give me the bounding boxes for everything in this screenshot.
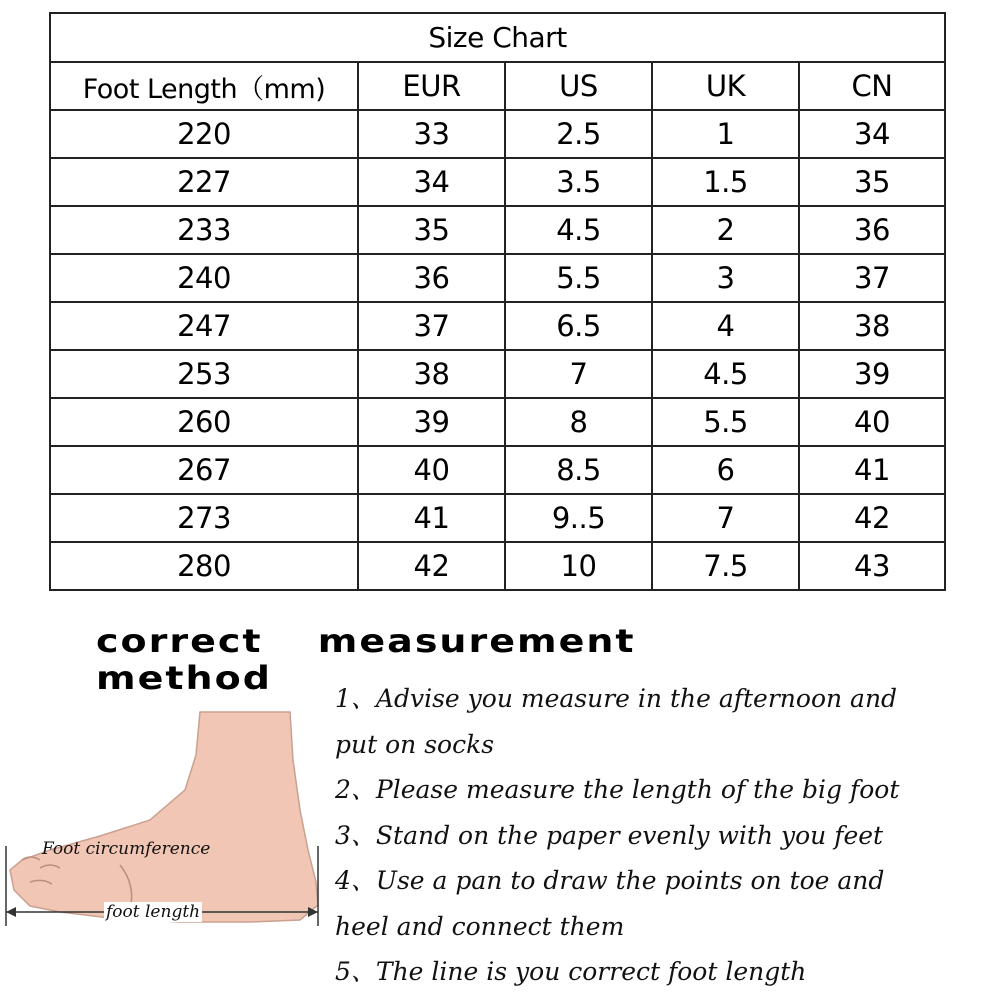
- foot-shape: [10, 712, 318, 922]
- cell-uk: 4: [652, 302, 799, 350]
- cell-uk: 3: [652, 254, 799, 302]
- cell-us: 7: [505, 350, 652, 398]
- cell-us: 5.5: [505, 254, 652, 302]
- cell-cn: 35: [799, 158, 945, 206]
- cell-us: 3.5: [505, 158, 652, 206]
- cell-foot-length: 267: [50, 446, 358, 494]
- cell-foot-length: 260: [50, 398, 358, 446]
- cell-foot-length: 233: [50, 206, 358, 254]
- cell-cn: 42: [799, 494, 945, 542]
- cell-foot-length: 273: [50, 494, 358, 542]
- cell-cn: 40: [799, 398, 945, 446]
- instruction-line: 4、Use a pan to draw the points on toe and: [335, 866, 885, 895]
- cell-us: 4.5: [505, 206, 652, 254]
- instruction-line: 3、Stand on the paper evenly with you feet: [335, 820, 884, 850]
- arrow-left-icon: [6, 907, 16, 917]
- column-header-eur: EUR: [358, 62, 505, 110]
- cell-foot-length: 280: [50, 542, 358, 590]
- instruction-line: heel and connect them: [335, 911, 625, 941]
- cell-uk: 2: [652, 206, 799, 254]
- column-header-us: US: [505, 62, 652, 110]
- cell-uk: 1: [652, 110, 799, 158]
- foot-circumference-label: Foot circumference: [42, 839, 211, 859]
- table-row: [50, 350, 945, 398]
- cell-cn: 43: [799, 542, 945, 590]
- cell-cn: 36: [799, 206, 945, 254]
- cell-us: 8.5: [505, 446, 652, 494]
- foot-illustration: [0, 700, 330, 940]
- cell-eur: 40: [358, 446, 505, 494]
- cell-uk: 7: [652, 494, 799, 542]
- cell-eur: 36: [358, 254, 505, 302]
- cell-foot-length: 253: [50, 350, 358, 398]
- cell-eur: 34: [358, 158, 505, 206]
- cell-us: 8: [505, 398, 652, 446]
- cell-uk: 7.5: [652, 542, 799, 590]
- cell-foot-length: 240: [50, 254, 358, 302]
- table-row: [50, 542, 945, 590]
- table-row: [50, 494, 945, 542]
- table-row: [50, 398, 945, 446]
- cell-uk: 6: [652, 446, 799, 494]
- cell-cn: 41: [799, 446, 945, 494]
- cell-eur: 42: [358, 542, 505, 590]
- size-chart-body: [50, 110, 945, 590]
- cell-us: 9..5: [505, 494, 652, 542]
- table-row: [50, 110, 945, 158]
- cell-us: 10: [505, 542, 652, 590]
- cell-foot-length: 247: [50, 302, 358, 350]
- table-row: [50, 446, 945, 494]
- instruction-line: put on socks: [335, 729, 495, 759]
- table-row: [50, 254, 945, 302]
- table-row: [50, 206, 945, 254]
- foot-length-label: foot length: [106, 902, 201, 922]
- size-chart-title: Size Chart: [50, 13, 945, 62]
- cell-uk: 1.5: [652, 158, 799, 206]
- cell-eur: 33: [358, 110, 505, 158]
- cell-us: 6.5: [505, 302, 652, 350]
- cell-foot-length: 227: [50, 158, 358, 206]
- column-header-cn: CN: [799, 62, 945, 110]
- instruction-line: 1、Advise you measure in the afternoon and: [335, 684, 898, 713]
- cell-cn: 38: [799, 302, 945, 350]
- cell-uk: 4.5: [652, 350, 799, 398]
- table-row: [50, 158, 945, 206]
- cell-cn: 37: [799, 254, 945, 302]
- cell-cn: 34: [799, 110, 945, 158]
- size-chart-table: [49, 12, 946, 591]
- cell-cn: 39: [799, 350, 945, 398]
- column-header-foot-length: Foot Length（mm): [50, 62, 358, 110]
- cell-foot-length: 220: [50, 110, 358, 158]
- instruction-line: 5、The line is you correct foot length: [335, 957, 807, 986]
- cell-uk: 5.5: [652, 398, 799, 446]
- column-header-uk: UK: [652, 62, 799, 110]
- instruction-line: 2、Please measure the length of the big foot: [335, 775, 900, 804]
- measurement-instructions: [335, 676, 1000, 995]
- measurement-method-heading: correct measurement method: [96, 622, 636, 697]
- cell-eur: 39: [358, 398, 505, 446]
- cell-eur: 37: [358, 302, 505, 350]
- cell-eur: 38: [358, 350, 505, 398]
- cell-us: 2.5: [505, 110, 652, 158]
- table-row: [50, 302, 945, 350]
- cell-eur: 35: [358, 206, 505, 254]
- cell-eur: 41: [358, 494, 505, 542]
